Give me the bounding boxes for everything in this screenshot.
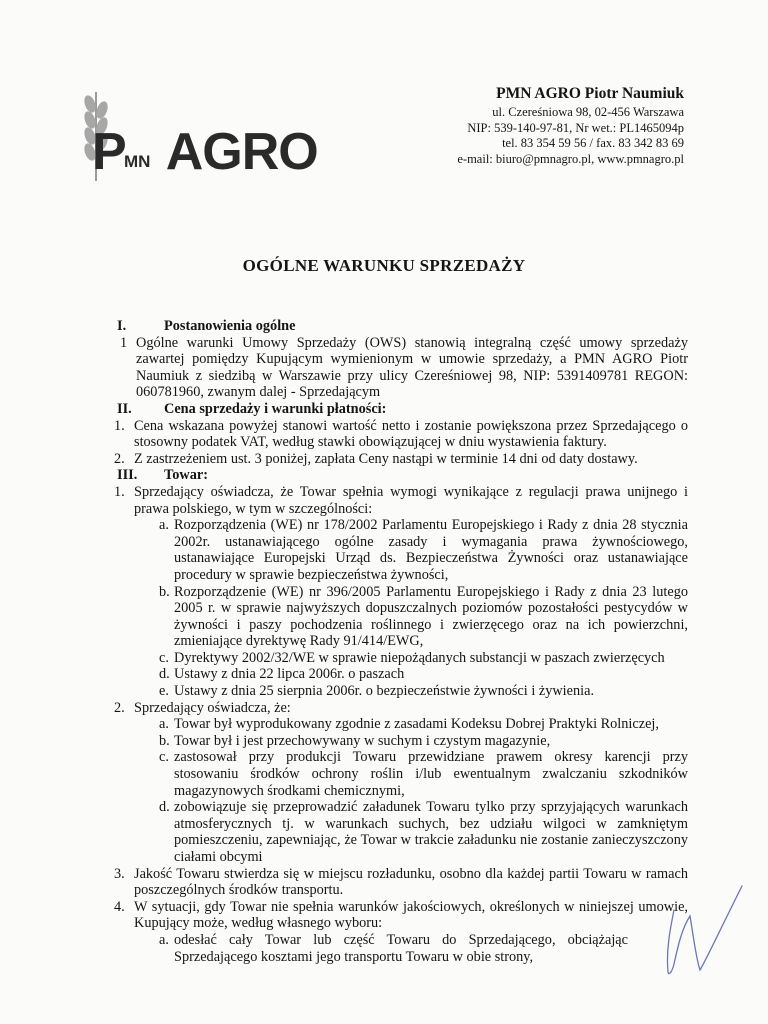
sub-clause-letter: a. [159, 931, 169, 948]
sub-clause-letter: e. [159, 683, 169, 700]
section-title: Cena sprzedaży i warunki płatności: [164, 400, 387, 417]
sub-clause-letter: c. [159, 749, 169, 766]
sub-clause-letter: a. [159, 517, 169, 534]
company-header [457, 85, 684, 167]
sub-clause-text: zastosował przy produkcji Towaru przewidziane prawem okresy karencji przy stosowaniu środków ochrony roślin i/lub ewentualnym zwalczaniu szkodników magazynowych środkami chemicznymi, [174, 749, 688, 799]
clause [104, 866, 688, 899]
clause-number: 2. [114, 699, 125, 716]
clause-number: 4. [114, 898, 125, 915]
clause [104, 484, 688, 517]
sub-clause [104, 716, 688, 733]
clause-text: Sprzedający oświadcza, że: [134, 699, 291, 716]
clause-text: Jakość Towaru stwierdza się w miejscu rozładunku, osobno dla każdej partii Towaru w ramach poszczególnych środków transportu. [134, 865, 688, 899]
sub-clause [104, 733, 688, 750]
clause-number: 1. [114, 483, 125, 500]
section-heading [104, 467, 688, 484]
company-name: PMN AGRO Piotr Naumiuk [496, 85, 684, 102]
clause [104, 418, 688, 451]
company-address: ul. Czereśniowa 98, 02-456 Warszawa [492, 105, 684, 119]
clause [104, 335, 688, 401]
sub-clause-letter: d. [159, 666, 170, 683]
company-email: e-mail: biuro@pmnagro.pl, www.pmnagro.pl [457, 151, 684, 166]
company-logo [78, 86, 318, 181]
sub-clause [104, 517, 688, 583]
logo-mn-letters: MN [124, 152, 151, 171]
clause-text: Ogólne warunki Umowy Sprzedaży (OWS) stanowią integralną część umowy sprzedaży zawartej pomiędzy Kupującym wymienionym w umowie sprzedaży, a PMN AGRO Piotr Naumiuk z siedzibą w Warszawie przy ulicy Czereśniowej 98, NIP: 5391409781 REGON: 060781960, zwanym dalej - Sprzedającym [136, 334, 688, 401]
sub-clause [104, 666, 688, 683]
clause-number: 1 [120, 334, 128, 351]
sub-clause-letter: b. [159, 583, 170, 600]
clause-text: Sprzedający oświadcza, że Towar spełnia wymogi wynikające z regulacji prawa unijnego i prawa polskiego, w tym w szczególności: [134, 483, 688, 517]
section-title: Towar: [164, 467, 208, 484]
sub-clause [104, 932, 688, 965]
clause-text: Z zastrzeżeniem ust. 3 poniżej, zapłata Ceny nastąpi w terminie 14 dni od daty dostawy. [134, 450, 638, 467]
section-number: II. [117, 400, 132, 417]
logo-wordmark: P AGRO [92, 123, 318, 181]
sub-clause [104, 683, 688, 700]
sub-clause [104, 650, 688, 667]
clause [104, 700, 688, 717]
clause-text: W sytuacji, gdy Towar nie spełnia warunków jakościowych, określonych w niniejszej umowie, Kupujący może, według własnego wyboru: [134, 898, 688, 932]
clause-number: 2. [114, 450, 125, 467]
handwritten-initials [656, 880, 746, 980]
sub-clause-text: Ustawy z dnia 22 lipca 2006r. o paszach [174, 666, 405, 683]
sub-clause [104, 749, 688, 799]
section-number: I. [117, 318, 127, 334]
company-phones: tel. 83 354 59 56 / fax. 83 342 83 69 [502, 136, 684, 151]
sub-clause-letter: d. [159, 799, 170, 816]
clause-number: 1. [114, 417, 125, 434]
sub-clause-text: Ustawy z dnia 25 sierpnia 2006r. o bezpieczeństwie żywności i żywienia. [174, 683, 595, 700]
sub-clause-letter: b. [159, 732, 170, 749]
section-number: III. [117, 467, 138, 484]
clause [104, 451, 688, 468]
document-body [104, 318, 688, 965]
sub-clause-text: Dyrektywy 2002/32/WE w sprawie niepożądanych substancji w paszach zwierzęcych [174, 649, 665, 666]
clause-number: 3. [114, 865, 125, 882]
sub-clause [104, 799, 688, 865]
sub-clause-text: odesłać cały Towar lub część Towaru do Sprzedającego, obciążając Sprzedającego kosztami jego transportu Towaru w obie strony, [174, 931, 628, 965]
sub-clause-letter: a. [159, 716, 169, 733]
sub-clause-text: Rozporządzenie (WE) nr 396/2005 Parlamentu Europejskiego i Rady z dnia 23 lutego 2005 r. w sprawie najwyższych dopuszczalnych poziomów pozostałości pestycydów w żywności i paszy pochodzenia roślinnego i zwierzęcego oraz na ich powierzchni, zmieniające dyrektywę Rady 91/414/EWG, [174, 583, 688, 650]
section-heading [104, 401, 688, 418]
sub-clause-text: Rozporządzenia (WE) nr 178/2002 Parlamentu Europejskiego i Rady z dnia 28 stycznia 2002r. ustanawiającego ogólne zasady i wymagania prawa żywnościowego, ustanawiające Europejski Urząd ds. Bezpieczeństwa Żywności oraz ustanawiające procedury w sprawie bezpieczeństwa żywności, [174, 517, 688, 583]
clause-text: Cena wskazana powyżej stanowi wartość netto i zostanie powiększona przez Sprzedającego o stosowny podatek VAT, według stawki obowiązującej w dniu wystawienia faktury. [134, 417, 688, 451]
clause [104, 899, 688, 932]
sub-clause [104, 584, 688, 650]
document-title: OGÓLNE WARUNKU SPRZEDAŻY [242, 256, 526, 275]
section-title: Postanowienia ogólne [164, 318, 296, 334]
sub-clause-text: zobowiązuje się przeprowadzić załadunek Towaru tylko przy sprzyjających warunkach atmosferycznych tj. w warunkach suchych, bez udziału wilgoci w zamkniętym pomieszczeniu, zapewniając, że Towar w trakcie załadunku nie zostanie zanieczyszczony ciałami obcymi [174, 799, 688, 865]
company-ids: NIP: 539-140-97-81, Nr wet.: PL1465094p [467, 120, 684, 135]
sub-clause-text: Towar był wyprodukowany zgodnie z zasadami Kodeksu Dobrej Praktyki Rolniczej, [174, 716, 659, 733]
section-heading [104, 318, 688, 335]
sub-clause-text: Towar był i jest przechowywany w suchym i czystym magazynie, [174, 732, 551, 749]
sub-clause-letter: c. [159, 649, 169, 666]
